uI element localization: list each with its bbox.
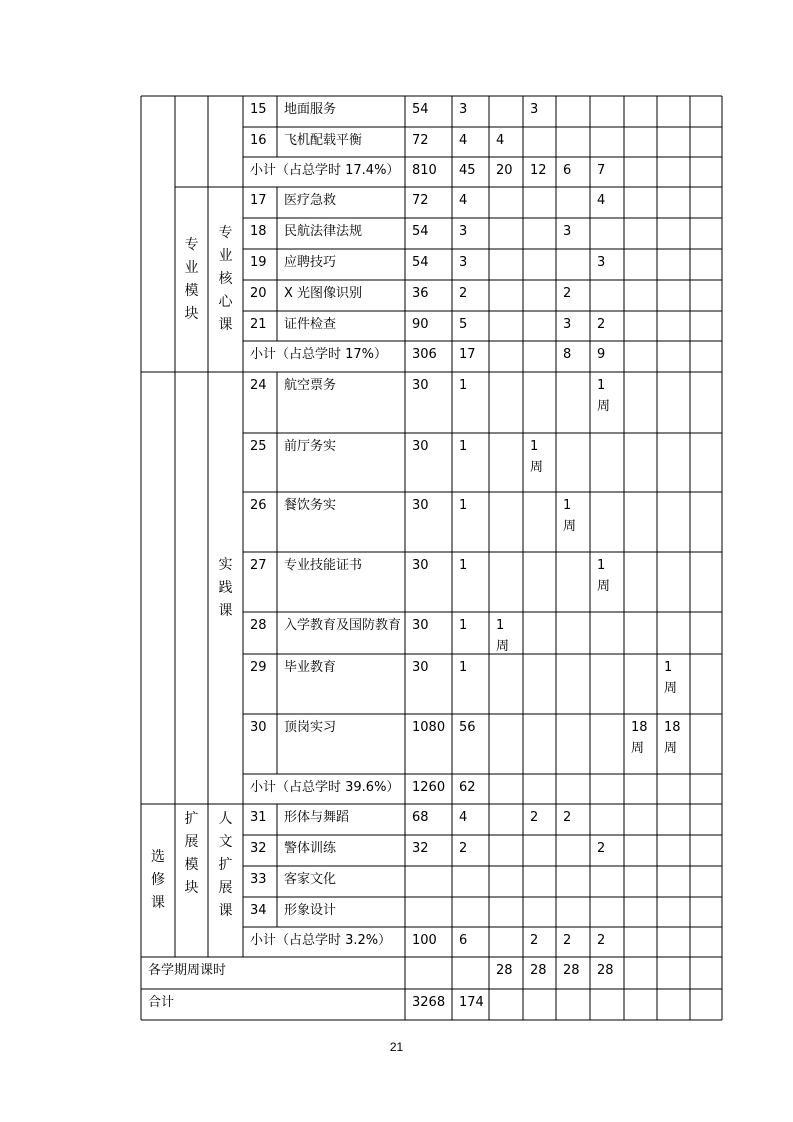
table-cell: 2 <box>563 810 572 825</box>
table-cell: 17 <box>459 347 476 362</box>
table-cell <box>405 957 452 989</box>
table-cell: 医疗急救 <box>284 193 337 208</box>
table-cell: 30 <box>412 558 429 573</box>
table-cell: 36 <box>412 286 429 301</box>
table-cell: 2 <box>530 933 539 948</box>
table-cell: 证件检查 <box>284 317 337 332</box>
table-cell: 2 <box>459 841 468 856</box>
table-cell: 1 周 <box>496 618 510 654</box>
core-course-label <box>208 187 243 372</box>
expansion-module-label <box>175 804 208 957</box>
table-cell: 专业技能证书 <box>284 558 363 573</box>
table-cell: X 光图像识别 <box>284 286 363 301</box>
table-cell: 20 <box>250 286 267 301</box>
table-cell <box>452 897 489 927</box>
page-number: 21 <box>389 1040 404 1054</box>
table-cell: 28 <box>597 963 614 978</box>
table-cell: 25 <box>250 439 267 454</box>
table-cell: 应聘技巧 <box>284 255 337 270</box>
table-cell <box>405 897 452 927</box>
table-cell: 30 <box>412 439 429 454</box>
table-cell: 前厅务实 <box>284 439 337 454</box>
table-cell: 4 <box>459 133 468 148</box>
table-cell: 6 <box>563 163 572 178</box>
table-cell: 4 <box>597 193 606 208</box>
table-cell: 各学期周课时 <box>148 963 227 978</box>
table-cell: 18 <box>250 224 267 239</box>
table-cell: 72 <box>412 133 429 148</box>
table-cell: 28 <box>496 963 513 978</box>
table-cell: 4 <box>496 133 505 148</box>
specialty-module-label <box>175 187 208 372</box>
table-cell: 5 <box>459 317 468 332</box>
table-cell: 小计（占总学时 17.4%） <box>250 163 400 178</box>
table-cell: 1 <box>459 660 468 675</box>
practice-course-label <box>208 372 243 804</box>
table-cell: 小计（占总学时 17%） <box>250 347 388 362</box>
table-cell: 72 <box>412 193 429 208</box>
table-cell: 毕业教育 <box>284 660 337 675</box>
table-cell: 34 <box>250 903 267 918</box>
elective-course-label-text: 选修课 <box>151 849 165 911</box>
table-cell: 7 <box>597 163 606 178</box>
table-cell: 30 <box>412 660 429 675</box>
table-cell: 28 <box>563 963 580 978</box>
table-cell: 2 <box>563 286 572 301</box>
table-cell: 31 <box>250 810 267 825</box>
practice-course-label-text: 实践课 <box>218 556 233 619</box>
table-cell: 27 <box>250 558 267 573</box>
table-cell: 3 <box>597 255 606 270</box>
table-cell: 32 <box>412 841 429 856</box>
table-cell: 1 <box>459 498 468 513</box>
table-cell: 29 <box>250 660 267 675</box>
expansion-module-label-text: 扩展模块 <box>184 811 199 896</box>
table-cell: 28 <box>250 618 267 633</box>
table-cell: 3 <box>459 102 468 117</box>
table-cell: 入学教育及国防教育 <box>284 618 402 633</box>
table-cell: 2 <box>597 933 606 948</box>
table-cell: 2 <box>597 841 606 856</box>
table-cell: 54 <box>412 255 429 270</box>
table-cell: 1 <box>459 378 468 393</box>
table-cell: 810 <box>412 163 437 178</box>
table-cell: 20 <box>496 163 513 178</box>
table-cell: 30 <box>412 378 429 393</box>
table-cell: 4 <box>459 193 468 208</box>
specialty-module-label-text: 专业模块 <box>184 236 199 322</box>
table-cell: 306 <box>412 347 437 362</box>
table-cell: 客家文化 <box>284 872 337 887</box>
table-cell: 1 周 <box>597 558 611 594</box>
core-course-label-text: 专业核心课 <box>218 225 233 333</box>
table-cell: 28 <box>530 963 547 978</box>
table-cell: 2 <box>563 933 572 948</box>
table-cell: 2 <box>530 810 539 825</box>
table-cell: 警体训练 <box>284 841 337 856</box>
table-cell: 3 <box>563 224 572 239</box>
table-cell: 3 <box>530 102 539 117</box>
table-cell: 形体与舞蹈 <box>284 810 350 825</box>
table-cell: 30 <box>412 618 429 633</box>
table-cell: 合计 <box>148 995 175 1010</box>
table-cell: 8 <box>563 347 572 362</box>
table-cell: 54 <box>412 102 429 117</box>
table-cell: 地面服务 <box>284 102 337 117</box>
table-cell: 1 <box>459 439 468 454</box>
table-cell <box>452 957 489 989</box>
table-cell: 形象设计 <box>284 903 337 918</box>
humanities-course-label-text: 人文扩展课 <box>218 811 233 919</box>
table-cell: 3 <box>459 224 468 239</box>
table-cell: 68 <box>412 810 429 825</box>
table-cell: 54 <box>412 224 429 239</box>
table-cell: 3 <box>459 255 468 270</box>
table-cell: 32 <box>250 841 267 856</box>
table-cell: 顶岗实习 <box>284 720 337 735</box>
table-cell: 62 <box>459 780 476 795</box>
table-cell: 90 <box>412 317 429 332</box>
table-cell: 24 <box>250 378 267 393</box>
table-cell: 18 周 <box>664 720 681 756</box>
table-cell: 45 <box>459 163 476 178</box>
table-cell: 2 <box>597 317 606 332</box>
table-cell <box>452 866 489 897</box>
table-cell: 4 <box>459 810 468 825</box>
table-cell: 1080 <box>412 720 446 735</box>
table-cell: 18 周 <box>631 720 648 756</box>
table-cell: 1 周 <box>664 660 678 696</box>
table-cell <box>405 866 452 897</box>
table-cell: 21 <box>250 317 267 332</box>
table-cell: 174 <box>459 995 484 1010</box>
table-cell: 15 <box>250 102 267 117</box>
table-cell: 1 <box>459 618 468 633</box>
table-cell: 1 周 <box>530 439 544 475</box>
table-cell: 100 <box>412 933 437 948</box>
table-cell: 12 <box>530 163 547 178</box>
table-cell: 6 <box>459 933 468 948</box>
table-cell: 30 <box>250 720 267 735</box>
table-cell: 1 <box>459 558 468 573</box>
table-cell: 3 <box>563 317 572 332</box>
table-cell: 小计（占总学时 39.6%） <box>250 780 400 795</box>
table-cell: 1 周 <box>563 498 577 534</box>
table-cell: 16 <box>250 133 267 148</box>
table-cell: 56 <box>459 720 476 735</box>
table-cell: 航空票务 <box>284 378 337 393</box>
table-cell: 19 <box>250 255 267 270</box>
table-cell: 3268 <box>412 995 446 1010</box>
table-cell: 餐饮务实 <box>284 498 337 513</box>
table-cell: 2 <box>459 286 468 301</box>
table-cell: 30 <box>412 498 429 513</box>
table-cell: 飞机配载平衡 <box>284 133 363 148</box>
table-cell: 26 <box>250 498 267 513</box>
table-cell: 小计（占总学时 3.2%） <box>250 933 392 948</box>
table-cell: 9 <box>597 347 606 362</box>
elective-course-label <box>141 804 175 957</box>
table-cell: 1260 <box>412 780 446 795</box>
table-cell: 17 <box>250 193 267 208</box>
table-cell: 33 <box>250 872 267 887</box>
humanities-course-label <box>208 804 243 957</box>
table-cell: 民航法律法规 <box>284 224 363 239</box>
table-cell: 1 周 <box>597 378 611 414</box>
